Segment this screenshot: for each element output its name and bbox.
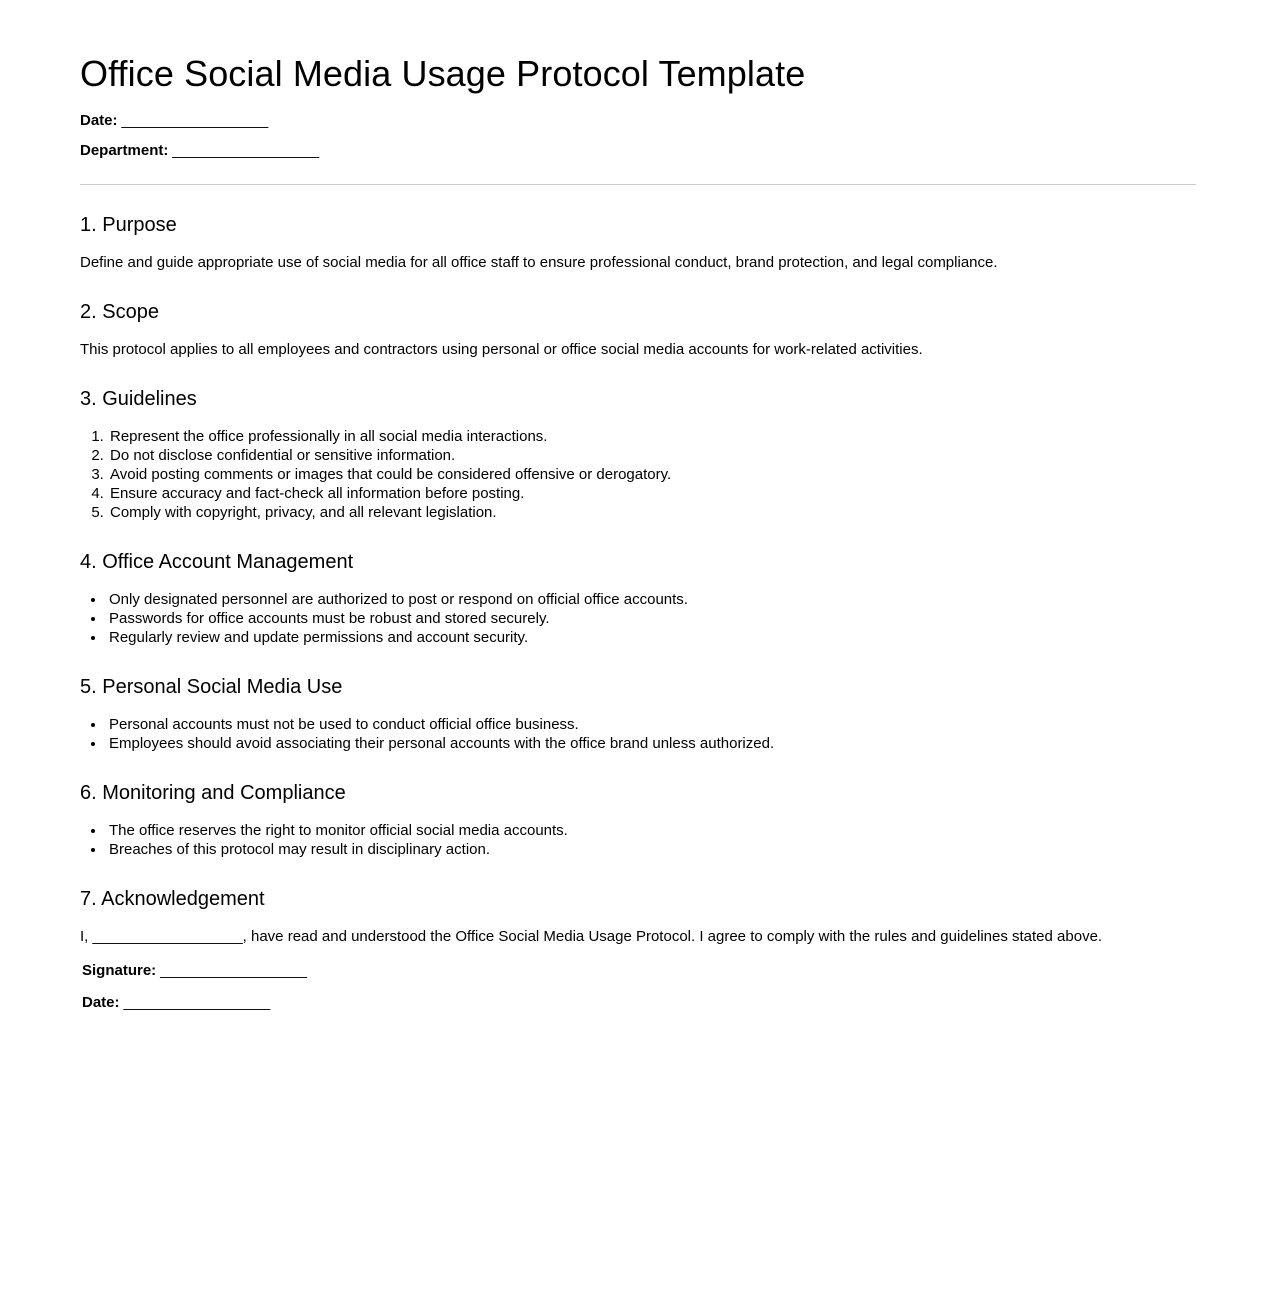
- signature-field-label: Signature:: [82, 962, 157, 979]
- section-paragraph-purpose: Define and guide appropriate use of social media for all office staff to ensure professional conduct, brand protection, and legal compliance.: [80, 254, 998, 271]
- list-item: 4. Ensure accuracy and fact-check all information before posting.: [108, 484, 1198, 503]
- section-heading-guidelines: 3. Guidelines: [80, 388, 197, 410]
- monitoring-and-compliance-list: [80, 821, 1198, 859]
- document-content: [80, 0, 1198, 1024]
- section-heading-scope: 2. Scope: [80, 301, 159, 323]
- acknowledgement-statement: I, __________________, have read and understood the Office Social Media Usage Protocol. I agree to comply with the rules and guidelines stated above.: [80, 928, 1103, 945]
- section-scope: [80, 300, 1198, 359]
- acknowledgement-date-field-label: Date:: [82, 994, 120, 1011]
- section-purpose: [80, 213, 1198, 272]
- section-heading-purpose: 1. Purpose: [80, 214, 177, 236]
- section-office-account-management: [80, 550, 1198, 647]
- signature-field-row: [82, 960, 1198, 982]
- header-divider: [80, 184, 1196, 185]
- date-field-row: [80, 110, 1198, 132]
- signature-field-blank[interactable]: __________________: [156, 962, 307, 979]
- document-meta-fields: [80, 110, 1198, 162]
- office-account-management-list: [80, 590, 1198, 647]
- list-item: • The office reserves the right to monitor official social media accounts.: [106, 821, 1198, 840]
- section-paragraph-scope: This protocol applies to all employees and contractors using personal or office social media accounts for work-related activities.: [80, 341, 923, 358]
- section-monitoring-and-compliance: [80, 781, 1198, 859]
- page-title: Office Social Media Usage Protocol Template: [80, 53, 806, 94]
- section-acknowledgement: [80, 887, 1198, 1014]
- personal-social-media-use-list: [80, 715, 1198, 753]
- section-heading-personal-social-media-use: 5. Personal Social Media Use: [80, 676, 343, 698]
- list-item: 1. Represent the office professionally in all social media interactions.: [108, 427, 1198, 446]
- list-item: • Only designated personnel are authorized to post or respond on official office accounts.: [106, 590, 1198, 609]
- list-item: 5. Comply with copyright, privacy, and all relevant legislation.: [108, 503, 1198, 522]
- list-item: • Regularly review and update permissions and account security.: [106, 628, 1198, 647]
- section-heading-office-account-management: 4. Office Account Management: [80, 551, 354, 573]
- acknowledgement-date-field-row: [82, 992, 1198, 1014]
- section-heading-monitoring-and-compliance: 6. Monitoring and Compliance: [80, 782, 346, 804]
- list-item: • Breaches of this protocol may result in disciplinary action.: [106, 840, 1198, 859]
- list-item: • Employees should avoid associating their personal accounts with the office brand unless authorized.: [106, 734, 1198, 753]
- section-guidelines: [80, 387, 1198, 522]
- list-item: 3. Avoid posting comments or images that could be considered offensive or derogatory.: [108, 465, 1198, 484]
- list-item: • Passwords for office accounts must be robust and stored securely.: [106, 609, 1198, 628]
- list-item: 2. Do not disclose confidential or sensitive information.: [108, 446, 1198, 465]
- section-heading-acknowledgement: 7. Acknowledgement: [80, 888, 265, 910]
- acknowledgement-date-field-blank[interactable]: __________________: [119, 994, 271, 1011]
- section-personal-social-media-use: [80, 675, 1198, 753]
- date-field-blank[interactable]: __________________: [117, 112, 269, 129]
- department-field-row: [80, 140, 1198, 162]
- department-field-blank[interactable]: __________________: [168, 142, 319, 159]
- guidelines-list: [80, 427, 1198, 522]
- date-field-label: Date:: [80, 112, 118, 129]
- list-item: • Personal accounts must not be used to conduct official office business.: [106, 715, 1198, 734]
- department-field-label: Department:: [80, 142, 169, 159]
